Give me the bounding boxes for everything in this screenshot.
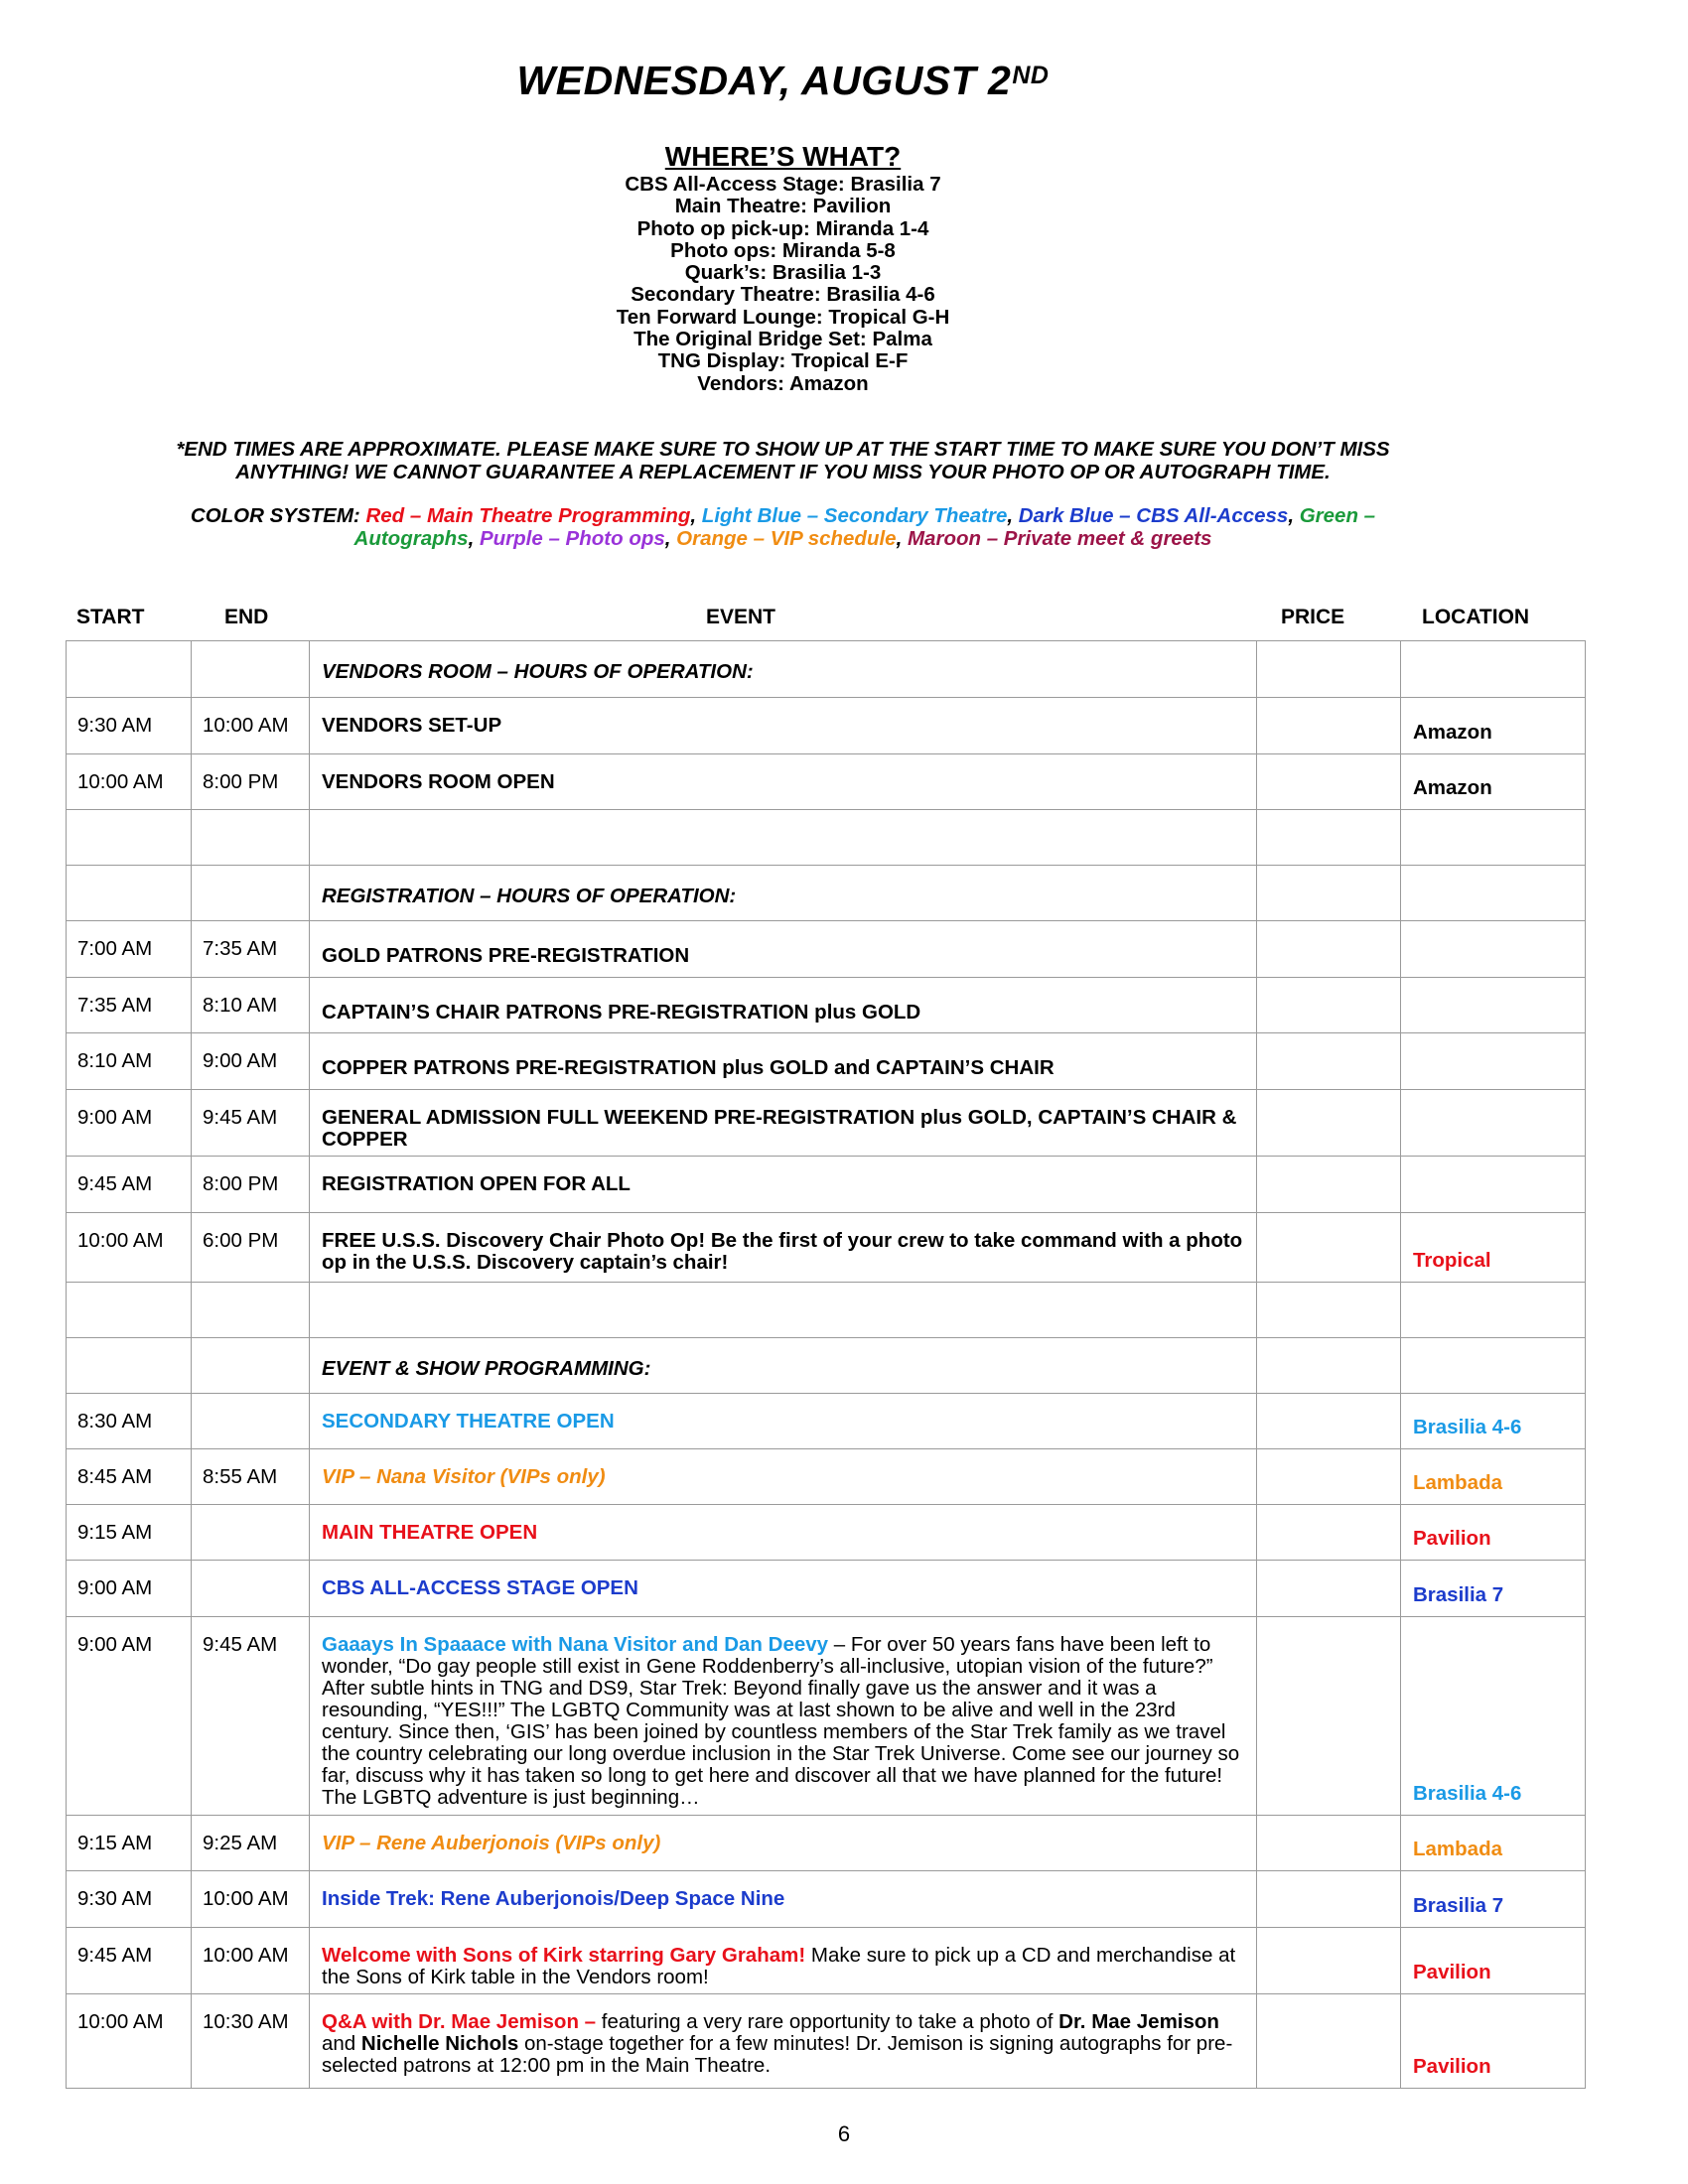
event-text: MAIN THEATRE OPEN: [310, 1505, 1257, 1561]
legend-orange: Orange – VIP schedule: [676, 526, 897, 550]
legend-sep: ,: [664, 526, 671, 550]
wheres-what-item: CBS All-Access Stage: Brasilia 7: [625, 173, 941, 196]
end-time: 8:00 PM: [192, 754, 310, 810]
start-time: 10:00 AM: [67, 1994, 192, 2089]
section-header-row: [67, 1338, 1586, 1394]
wheres-what-item: Secondary Theatre: Brasilia 4-6: [631, 283, 935, 307]
start-time: 9:45 AM: [67, 1928, 192, 1994]
location: Lambada: [1401, 1449, 1586, 1505]
location: Pavilion: [1401, 1994, 1586, 2089]
legend-sep: ,: [1007, 504, 1014, 527]
event-description: and: [322, 2032, 361, 2055]
table-row: [67, 1617, 1586, 1816]
end-time: 9:00 AM: [192, 1033, 310, 1090]
end-time: 10:30 AM: [192, 1994, 310, 2089]
start-time: 7:35 AM: [67, 978, 192, 1033]
table-row: [67, 1928, 1586, 1994]
event-title: Gaaays In Spaaace with Nana Visitor and Dan Deevy: [322, 1633, 829, 1656]
location: Amazon: [1401, 754, 1586, 810]
start-time: 9:30 AM: [67, 1871, 192, 1928]
event-text: VIP – Nana Visitor (VIPs only): [310, 1449, 1257, 1505]
wheres-what-list: [0, 174, 1566, 395]
legend-green-cont: Autographs: [353, 526, 469, 550]
schedule-table: [66, 640, 1586, 2089]
end-time: 8:55 AM: [192, 1449, 310, 1505]
wheres-what-item: Ten Forward Lounge: Tropical G-H: [616, 305, 950, 329]
event-description: Make sure to pick up a CD and merchandise at the Sons of Kirk table in the Vendors room!: [322, 1944, 1236, 1988]
start-time: 9:15 AM: [67, 1505, 192, 1561]
location: Tropical: [1401, 1213, 1586, 1283]
wheres-what-item: Photo op pick-up: Miranda 1-4: [636, 216, 929, 240]
legend-sep: ,: [690, 504, 697, 527]
end-time: 10:00 AM: [192, 1928, 310, 1994]
notice-line: ANYTHING! WE CANNOT GUARANTEE A REPLACEMENT IF YOU MISS YOUR PHOTO OP OR AUTOGRAPH TIME.: [235, 460, 1331, 483]
event-guest-name: Dr. Mae Jemison: [1058, 2010, 1219, 2033]
end-times-notice: [99, 439, 1467, 483]
event-text: COPPER PATRONS PRE-REGISTRATION plus GOLD and CAPTAIN’S CHAIR: [310, 1033, 1257, 1090]
table-row: [67, 1449, 1586, 1505]
wheres-what-heading: WHERE’S WHAT?: [664, 141, 902, 172]
column-header-start: START: [76, 606, 145, 628]
location: Amazon: [1401, 698, 1586, 754]
event-title: Welcome with Sons of Kirk starring Gary Graham!: [322, 1944, 806, 1967]
color-system-label: COLOR SYSTEM:: [190, 504, 360, 527]
start-time: 9:30 AM: [67, 698, 192, 754]
event-text: VIP – Rene Auberjonois (VIPs only): [310, 1816, 1257, 1871]
start-time: 9:15 AM: [67, 1816, 192, 1871]
start-time: 7:00 AM: [67, 921, 192, 978]
location: Brasilia 4-6: [1401, 1617, 1586, 1816]
start-time: 9:00 AM: [67, 1617, 192, 1816]
page-title-suffix: ND: [1012, 62, 1050, 89]
event-text: VENDORS SET-UP: [310, 698, 1257, 754]
wheres-what-item: Quark’s: Brasilia 1-3: [684, 261, 882, 285]
wheres-what-item: TNG Display: Tropical E-F: [657, 349, 909, 373]
legend-maroon: Maroon – Private meet & greets: [907, 526, 1212, 550]
event-description: featuring a very rare opportunity to take a photo of: [596, 2010, 1059, 2033]
location: Pavilion: [1401, 1505, 1586, 1561]
location: Pavilion: [1401, 1928, 1586, 1994]
section-header-row: [67, 641, 1586, 698]
column-header-end: END: [224, 606, 269, 628]
event-description: – For over 50 years fans have been left to wonder, “Do gay people still exist in Gene Roddenberry’s all-inclusive, utopian vision of the future?” After subtle hints in TNG and DS9, Star Trek: Beyond finally gave us the answer and it was a resounding, “YES!!!” The LGBTQ Community was at last shown to be alive and well in the 23rd century. Since then, ‘GIS’ has been joined by countless members of the Star Trek family as we travel the country celebrating our long overdue inclusion in the Star Trek Universe. Come see our journey so far, discuss why it has taken so long to get here and discover all that we have planned for the future! The LGBTQ adventure is just beginning…: [322, 1633, 1240, 1809]
wheres-what-item: Photo ops: Miranda 5-8: [670, 238, 896, 262]
table-row: [67, 1157, 1586, 1213]
end-time: [192, 1394, 310, 1449]
start-time: 10:00 AM: [67, 1213, 192, 1283]
event-text: Inside Trek: Rene Auberjonois/Deep Space Nine: [310, 1871, 1257, 1928]
section-heading-programming: EVENT & SHOW PROGRAMMING:: [310, 1338, 1257, 1394]
end-time: [192, 1505, 310, 1561]
page-title: [0, 58, 1566, 104]
end-time: [192, 1561, 310, 1617]
end-time: 8:00 PM: [192, 1157, 310, 1213]
start-time: 8:45 AM: [67, 1449, 192, 1505]
event-text: [310, 1928, 1257, 1994]
end-time: 9:45 AM: [192, 1090, 310, 1157]
wheres-what-item: Vendors: Amazon: [697, 371, 869, 395]
event-text: REGISTRATION OPEN FOR ALL: [310, 1157, 1257, 1213]
event-text: CAPTAIN’S CHAIR PATRONS PRE-REGISTRATION plus GOLD: [310, 978, 1257, 1033]
table-row: [67, 1033, 1586, 1090]
event-text: [310, 1994, 1257, 2089]
start-time: 8:30 AM: [67, 1394, 192, 1449]
location: Lambada: [1401, 1816, 1586, 1871]
table-row: [67, 1505, 1586, 1561]
notice-line: *END TIMES ARE APPROXIMATE. PLEASE MAKE SURE TO SHOW UP AT THE START TIME TO MAKE SURE YOU DON’T MISS: [176, 438, 1390, 461]
table-row: [67, 978, 1586, 1033]
legend-dark-blue: Dark Blue – CBS All-Access: [1018, 504, 1289, 527]
table-row: [67, 1994, 1586, 2089]
end-time: 8:10 AM: [192, 978, 310, 1033]
table-row: [67, 1090, 1586, 1157]
event-text: CBS ALL-ACCESS STAGE OPEN: [310, 1561, 1257, 1617]
legend-red: Red – Main Theatre Programming: [365, 504, 691, 527]
table-row: [67, 1394, 1586, 1449]
event-description: on-stage together for a few minutes! Dr. Jemison is signing autographs for pre-selected patrons at 12:00 pm in the Main Theatre.: [322, 2032, 1233, 2077]
table-row: [67, 698, 1586, 754]
event-guest-name: Nichelle Nichols: [360, 2032, 519, 2055]
table-row: [67, 754, 1586, 810]
end-time: 7:35 AM: [192, 921, 310, 978]
table-row: [67, 921, 1586, 978]
location: Brasilia 7: [1401, 1871, 1586, 1928]
table-row: [67, 1561, 1586, 1617]
start-time: 8:10 AM: [67, 1033, 192, 1090]
end-time: 10:00 AM: [192, 698, 310, 754]
event-text: GENERAL ADMISSION FULL WEEKEND PRE-REGISTRATION plus GOLD, CAPTAIN’S CHAIR & COPPER: [310, 1090, 1257, 1157]
color-system-legend: [109, 505, 1457, 550]
event-text: VENDORS ROOM OPEN: [310, 754, 1257, 810]
start-time: 9:00 AM: [67, 1090, 192, 1157]
section-header-row: [67, 866, 1586, 921]
legend-sep: ,: [896, 526, 903, 550]
legend-sep: ,: [1288, 504, 1295, 527]
location: Brasilia 7: [1401, 1561, 1586, 1617]
section-heading-vendors: VENDORS ROOM – HOURS OF OPERATION:: [310, 641, 1257, 698]
end-time: 6:00 PM: [192, 1213, 310, 1283]
wheres-what-item: The Original Bridge Set: Palma: [633, 328, 932, 351]
wheres-what-item: Main Theatre: Pavilion: [674, 195, 892, 218]
column-header-location: LOCATION: [1422, 606, 1530, 628]
start-time: 10:00 AM: [67, 754, 192, 810]
event-text: FREE U.S.S. Discovery Chair Photo Op! Be the first of your crew to take command with a photo op in the U.S.S. Discovery captain’s chair!: [310, 1213, 1257, 1283]
legend-purple: Purple – Photo ops: [479, 526, 665, 550]
legend-light-blue: Light Blue – Secondary Theatre: [701, 504, 1008, 527]
column-header-price: PRICE: [1281, 606, 1345, 628]
spacer-row: [67, 810, 1586, 866]
end-time: 9:25 AM: [192, 1816, 310, 1871]
section-heading-registration: REGISTRATION – HOURS OF OPERATION:: [310, 866, 1257, 921]
page-title-text: WEDNESDAY, AUGUST 2: [516, 58, 1012, 103]
legend-sep: ,: [468, 526, 475, 550]
spacer-row: [67, 1283, 1586, 1338]
end-time: 10:00 AM: [192, 1871, 310, 1928]
event-title: Q&A with Dr. Mae Jemison –: [322, 2010, 597, 2033]
event-text: GOLD PATRONS PRE-REGISTRATION: [310, 921, 1257, 978]
column-header-event: EVENT: [706, 606, 776, 628]
table-row: [67, 1871, 1586, 1928]
start-time: 9:00 AM: [67, 1561, 192, 1617]
end-time: 9:45 AM: [192, 1617, 310, 1816]
event-text: [310, 1617, 1257, 1816]
legend-green: Green –: [1299, 504, 1376, 527]
start-time: 9:45 AM: [67, 1157, 192, 1213]
table-row: [67, 1213, 1586, 1283]
table-row: [67, 1816, 1586, 1871]
location: Brasilia 4-6: [1401, 1394, 1586, 1449]
page-number: 6: [837, 2121, 851, 2146]
event-text: SECONDARY THEATRE OPEN: [310, 1394, 1257, 1449]
